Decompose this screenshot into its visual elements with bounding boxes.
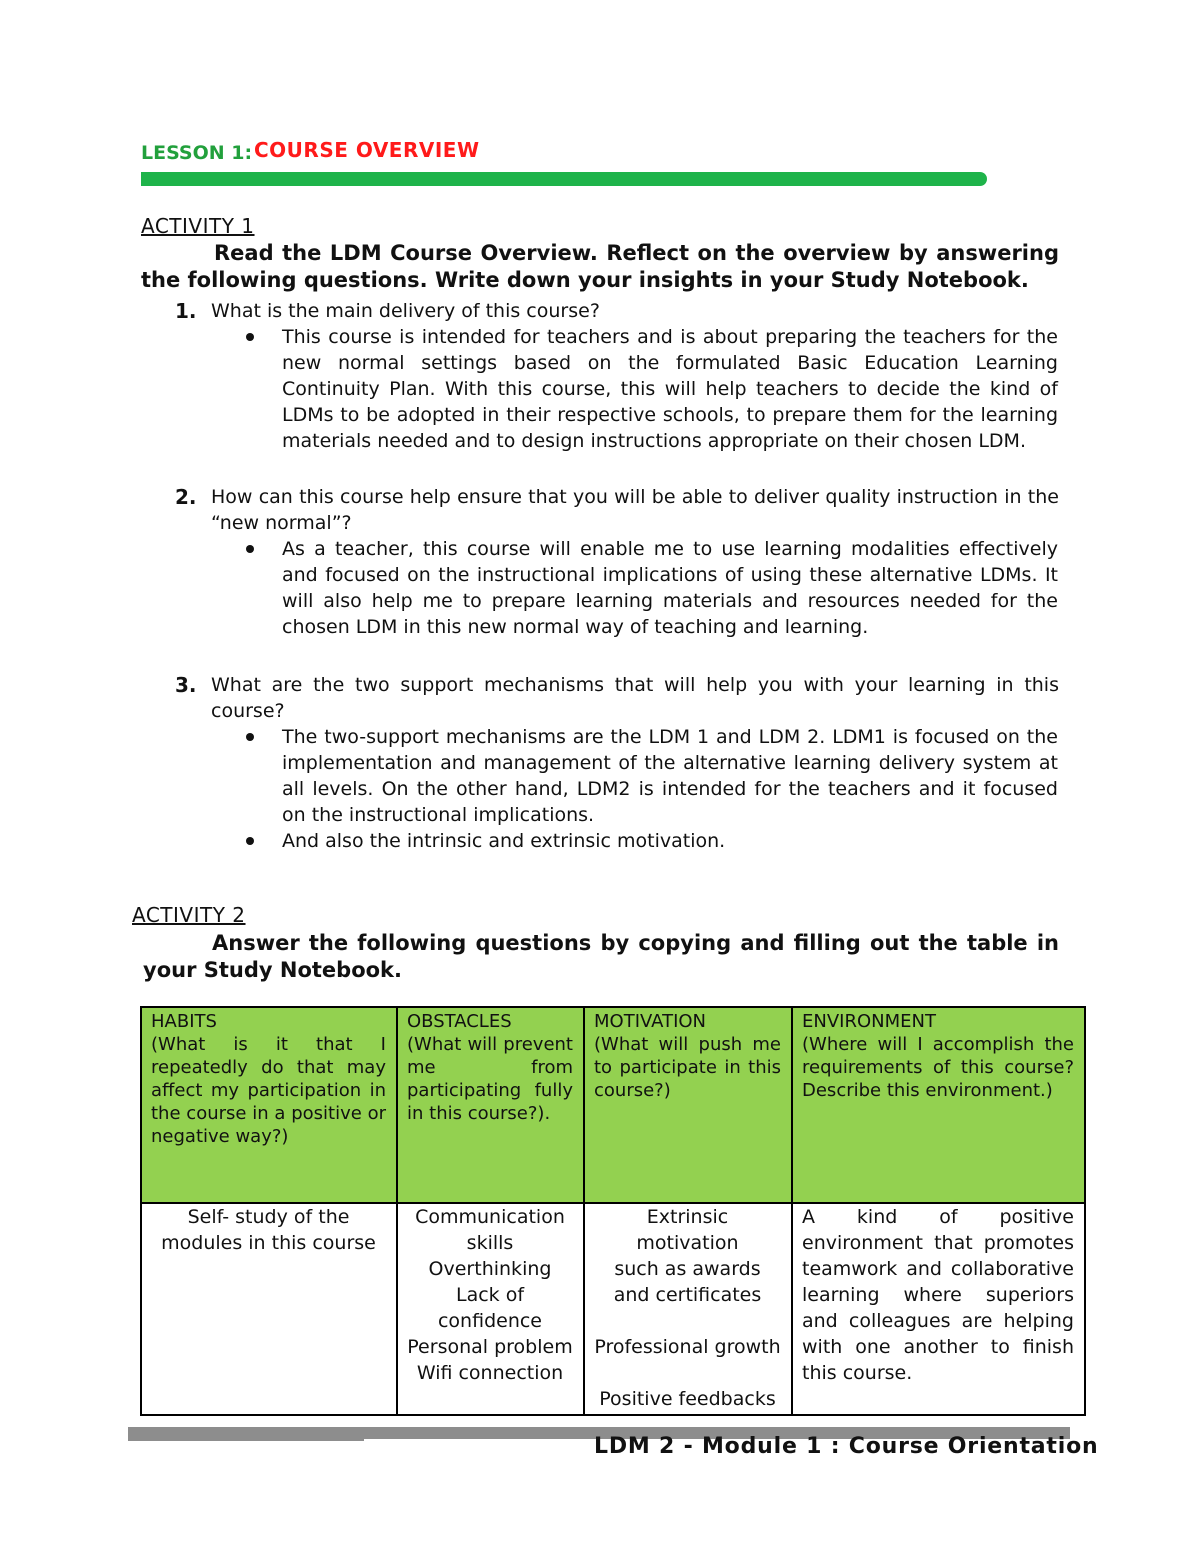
question-3-text: What are the two support mechanisms that will help you with your learning in this course? (211, 674, 1059, 722)
cell-line: Wifi connection (416, 1362, 564, 1384)
column-description: (Where will I accomplish the requirements of this course? Describe this environment.) (802, 1034, 1074, 1101)
column-description: (What is it that I repeatedly do that may affect my participation in the course in a positive or negative way?) (151, 1034, 386, 1147)
cell-habits (141, 1203, 397, 1415)
activity-2-instruction: Answer the following questions by copying and filling out the table in your Study Notebook. (143, 931, 1059, 982)
column-description: (What will prevent me from participating fully in this course?). (407, 1034, 573, 1124)
bullet-icon (246, 733, 254, 741)
header-cell-habits (141, 1007, 397, 1203)
column-title: ENVIRONMENT (802, 1011, 936, 1032)
cell-environment (792, 1203, 1085, 1415)
column-title: OBSTACLES (407, 1011, 512, 1032)
cell-line (594, 1308, 781, 1334)
cell-line (594, 1360, 781, 1386)
reflection-table (140, 1006, 1086, 1416)
question-3-answer-1: The two-support mechanisms are the LDM 1 and LDM 2. LDM1 is focused on the implementation and management of the alternative learning delivery system at all levels. On the other hand, LDM2 is intended for the teachers and it focused on the instructional implications. (282, 726, 1058, 826)
question-1-number: 1. (175, 299, 197, 323)
bullet-icon (246, 837, 254, 845)
cell-line: Lack of (455, 1284, 525, 1306)
header-cell-environment (792, 1007, 1085, 1203)
cell-line: such as awards (614, 1258, 761, 1280)
question-2-answer: As a teacher, this course will enable me to use learning modalities effectively and focused on the instructional implications of using these alternative LDMs. It will also help me to prepare learning materials and resources needed for the chosen LDM in this new normal way of teaching and learning. (282, 538, 1058, 638)
question-3-number: 3. (175, 673, 197, 697)
header-cell-motivation (584, 1007, 792, 1203)
activity-2-heading: ACTIVITY 2 (132, 903, 246, 927)
column-title: HABITS (151, 1011, 217, 1032)
question-3-answer-2: And also the intrinsic and extrinsic motivation. (282, 830, 726, 852)
header-divider-bar (141, 172, 987, 186)
cell-obstacles (397, 1203, 584, 1415)
bullet-icon (246, 545, 254, 553)
cell-line: Personal problem (407, 1336, 573, 1358)
column-title: MOTIVATION (594, 1011, 707, 1032)
question-1-text: What is the main delivery of this course? (211, 300, 600, 322)
activity-1-heading: ACTIVITY 1 (141, 214, 255, 238)
table-header-row (141, 1007, 1085, 1203)
cell-line: Positive feedbacks (599, 1388, 776, 1410)
cell-text: A kind of positive environment that promotes teamwork and collaborative learning where superiors and colleagues are helping with one another to finish this course. (802, 1206, 1074, 1384)
header-cell-obstacles (397, 1007, 584, 1203)
cell-line: Communication (415, 1206, 565, 1228)
bullet-icon (246, 333, 254, 341)
cell-line: Professional growth (594, 1336, 781, 1358)
cell-motivation (584, 1203, 792, 1415)
footer-text: LDM 2 - Module 1 : Course Orientation (594, 1434, 1099, 1459)
cell-line: confidence (437, 1310, 542, 1332)
lesson-title: COURSE OVERVIEW (254, 138, 480, 162)
column-description: (What will push me to participate in this course?) (594, 1034, 781, 1101)
cell-line: Overthinking (428, 1258, 552, 1280)
footer-divider-accent (128, 1438, 364, 1441)
cell-line: modules in this course (161, 1232, 376, 1254)
cell-line: Self- study of the (187, 1206, 350, 1228)
question-2-number: 2. (175, 485, 197, 509)
cell-line: and certificates (613, 1284, 762, 1306)
table-row (141, 1203, 1085, 1415)
question-1-answer: This course is intended for teachers and is about preparing the teachers for the new normal settings based on the formulated Basic Education Learning Continuity Plan. With this course, this will help teachers to decide the kind of LDMs to be adopted in their respective schools, to prepare them for the learning materials needed and to design instructions appropriate on their chosen LDM. (282, 326, 1058, 452)
activity-1-instruction: Read the LDM Course Overview. Reflect on the overview by answering the following questions. Write down your insights in your Study Notebook. (141, 241, 1059, 292)
question-2-text: How can this course help ensure that you will be able to deliver quality instruction in the “new normal”? (211, 486, 1059, 534)
lesson-label: LESSON 1: (141, 142, 253, 164)
cell-line: Extrinsic motivation (636, 1206, 739, 1254)
cell-line: skills (466, 1232, 514, 1254)
